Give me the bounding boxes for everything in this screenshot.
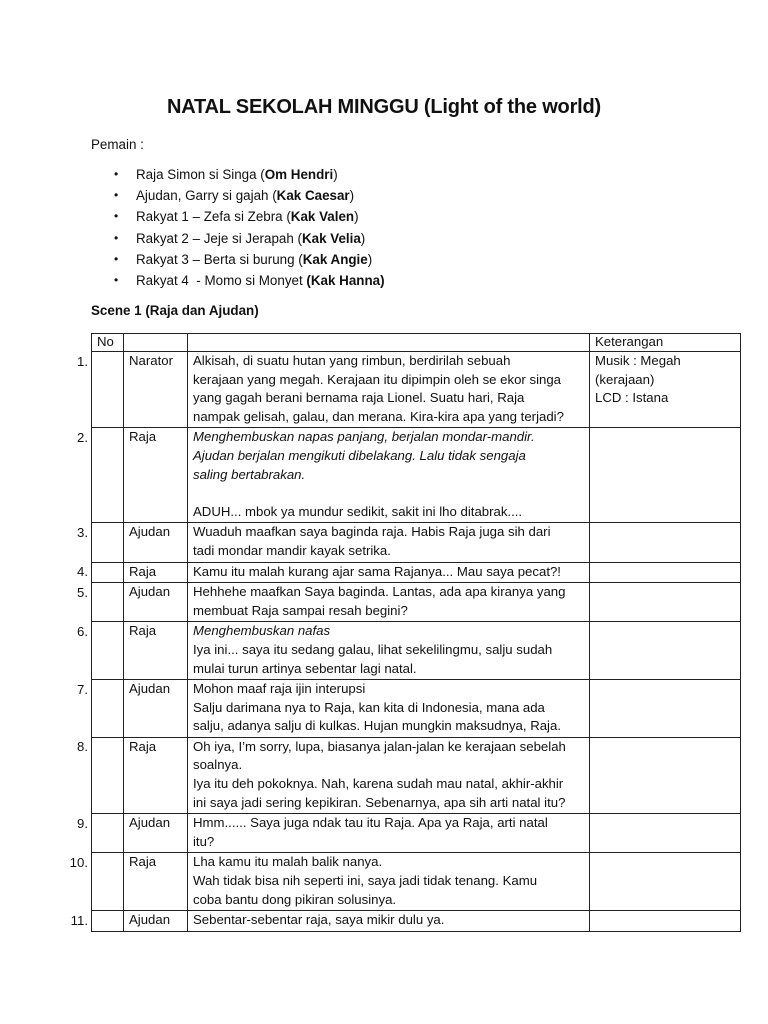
dialog-line: Kamu itu malah kurang ajar sama Rajanya... Mau saya pecat?! (193, 563, 561, 579)
row-number: 9. (77, 815, 88, 831)
row-number: 1. (77, 353, 88, 369)
dialog-line: Sebentar-sebentar raja, saya mikir dulu ya. (193, 912, 445, 928)
speaker-cell: Ajudan (124, 583, 188, 622)
keterangan-line: LCD : Istana (595, 390, 669, 406)
cast-close: ) (360, 230, 366, 246)
cast-item (114, 206, 385, 227)
header-dialog (188, 334, 590, 352)
table-row (92, 428, 741, 523)
dialog-line: ini saya jadi sering kepikiran. Sebenarnya, apa sih arti natal itu? (193, 794, 566, 810)
dialog-line: Mohon maaf raja ijin interupsi (193, 681, 366, 697)
cast-actor: Kak Velia (301, 230, 361, 246)
dialog-line: Hmm...... Saya juga ndak tau itu Raja. Apa ya Raja, arti natal (193, 815, 548, 831)
table-row (92, 523, 741, 562)
dialog-cell (188, 523, 590, 562)
row-number: 7. (77, 681, 88, 697)
row-no-cell (92, 523, 124, 562)
table-row (92, 352, 741, 428)
cast-close: ) (333, 167, 338, 182)
row-no-cell (92, 562, 124, 583)
dialog-line: Hehhehe maafkan Saya baginda. Lantas, ada apa kiranya yang (193, 584, 566, 600)
bullet-icon: • (114, 167, 119, 181)
dialog-cell (188, 853, 590, 911)
keterangan-cell (590, 814, 741, 853)
dialog-line: Alkisah, di suatu hutan yang rimbun, berdirilah sebuah (193, 353, 511, 368)
speaker-cell: Raja (124, 737, 188, 813)
keterangan-cell (590, 737, 741, 813)
speaker-cell: Raja (124, 622, 188, 680)
dialog-cell (188, 562, 590, 583)
cast-close: ) (367, 251, 373, 267)
keterangan-cell (590, 622, 741, 680)
dialog-line: Iya itu deh pokoknya. Nah, karena sudah mau natal, akhir-akhir (193, 776, 564, 792)
keterangan-cell (590, 853, 741, 911)
keterangan-cell (590, 352, 741, 428)
dialog-line: Menghembuskan napas panjang, berjalan mondar-mandir. (193, 429, 535, 445)
dialog-line: soalnya. (193, 757, 243, 773)
dialog-line: Menghembuskan nafas (193, 623, 331, 639)
cast-label: Pemain : (91, 137, 144, 152)
row-number: 2. (77, 429, 88, 445)
keterangan-line: Musik : Megah (595, 353, 681, 368)
dialog-line: Iya ini... saya itu sedang galau, lihat sekelilingmu, salju sudah (193, 641, 553, 657)
table-row (92, 911, 741, 932)
dialog-line: itu? (193, 833, 215, 849)
row-number: 6. (77, 623, 88, 639)
row-number: 3. (77, 524, 88, 540)
cast-actor: Kak Valen (290, 209, 355, 225)
dialog-line: Ajudan berjalan mengikuti dibelakang. Lalu tidak sengaja (193, 447, 526, 463)
cast-role: Rakyat 4 - Momo si Monyet (136, 272, 307, 288)
row-number: 8. (77, 739, 88, 755)
document-title: NATAL SEKOLAH MINGGU (Light of the world) (167, 96, 601, 118)
table-row (92, 853, 741, 911)
dialog-line: coba bantu dong pikiran solusinya. (193, 891, 397, 907)
script-table (91, 333, 741, 932)
dialog-line: Wuaduh maafkan saya baginda raja. Habis Raja juga sih dari (193, 524, 551, 540)
row-no-cell (92, 583, 124, 622)
keterangan-line: (kerajaan) (595, 371, 655, 387)
table-row (92, 583, 741, 622)
dialog-line: Salju darimana nya to Raja, kan kita di Indonesia, mana ada (193, 699, 545, 715)
table-header-row (92, 334, 741, 352)
cast-actor: Kak Caesar (276, 188, 350, 204)
bullet-icon: • (114, 209, 119, 224)
speaker-cell: Ajudan (124, 680, 188, 738)
dialog-cell (188, 583, 590, 622)
keterangan-cell (590, 583, 741, 622)
table-row (92, 622, 741, 680)
dialog-line: Wah tidak bisa nih seperti ini, saya jadi tidak tenang. Kamu (193, 873, 538, 889)
cast-actor: Kak Angie (302, 251, 368, 267)
keterangan-cell (590, 523, 741, 562)
cast-list (114, 164, 385, 291)
row-no-cell (92, 737, 124, 813)
cast-close: ) (354, 209, 359, 225)
dialog-cell (188, 680, 590, 738)
bullet-icon: • (114, 230, 119, 245)
cast-item (114, 270, 385, 291)
cast-item (114, 164, 385, 185)
dialog-line: salju, adanya salju di kulkas. Hujan mungkin maksudnya, Raja. (193, 718, 561, 734)
dialog-line: membuat Raja sampai resah begini? (193, 602, 408, 618)
speaker-cell: Raja (124, 853, 188, 911)
table-row (92, 737, 741, 813)
script-table-body (92, 352, 741, 932)
row-no-cell (92, 814, 124, 853)
speaker-cell: Ajudan (124, 523, 188, 562)
dialog-line: nampak gelisah, galau, dan merana. Kira-kira apa yang terjadi? (193, 408, 564, 424)
speaker-cell: Ajudan (124, 814, 188, 853)
cast-role: Ajudan, Garry si gajah ( (136, 188, 277, 204)
cast-role: Raja Simon si Singa ( (136, 167, 265, 182)
row-no-cell (92, 428, 124, 523)
table-row (92, 680, 741, 738)
keterangan-cell (590, 680, 741, 738)
keterangan-cell (590, 911, 741, 932)
row-number: 11. (70, 912, 88, 928)
dialog-cell (188, 814, 590, 853)
speaker-cell: Raja (124, 428, 188, 523)
row-no-cell (92, 680, 124, 738)
row-no-cell (92, 853, 124, 911)
keterangan-cell (590, 428, 741, 523)
cast-item (114, 228, 385, 249)
row-number: 5. (77, 584, 88, 600)
keterangan-cell (590, 562, 741, 583)
cast-actor: (Kak Hanna) (306, 272, 385, 288)
table-row (92, 814, 741, 853)
scene-title: Scene 1 (Raja dan Ajudan) (91, 303, 259, 318)
dialog-line: yang gagah berani bernama raja Lionel. Suatu hari, Raja (193, 390, 525, 406)
cast-role: Rakyat 2 – Jeje si Jerapah ( (136, 230, 302, 246)
row-no-cell (92, 352, 124, 428)
dialog-line: kerajaan yang megah. Kerajaan itu dipimpin oleh se ekor singa (193, 371, 562, 387)
dialog-line: ADUH... mbok ya mundur sedikit, sakit ini lho ditabrak.... (193, 503, 523, 519)
cast-actor: Om Hendri (264, 167, 334, 182)
table-row (92, 562, 741, 583)
cast-role: Rakyat 1 – Zefa si Zebra ( (136, 209, 291, 225)
dialog-cell (188, 737, 590, 813)
cast-close: ) (349, 188, 355, 204)
dialog-cell (188, 428, 590, 523)
header-no: No (92, 334, 124, 352)
header-keterangan: Keterangan (590, 334, 741, 352)
cast-item (114, 249, 385, 270)
dialog-line: saling bertabrakan. (193, 466, 306, 482)
speaker-cell: Raja (124, 562, 188, 583)
dialog-cell (188, 622, 590, 680)
dialog-line (193, 484, 585, 503)
speaker-cell: Narator (124, 352, 188, 428)
row-number: 10. (69, 854, 88, 870)
bullet-icon: • (114, 188, 119, 203)
row-number: 4. (77, 564, 88, 580)
cast-item (114, 185, 385, 206)
row-no-cell (92, 622, 124, 680)
dialog-line: mulai turun artinya sebentar lagi natal. (193, 660, 417, 676)
dialog-line: Lha kamu itu malah balik nanya. (193, 854, 383, 870)
dialog-line: Oh iya, I’m sorry, lupa, biasanya jalan-jalan ke kerajaan sebelah (193, 738, 566, 754)
cast-role: Rakyat 3 – Berta si burung ( (136, 251, 303, 267)
bullet-icon: • (114, 272, 119, 287)
row-no-cell (92, 911, 124, 932)
bullet-icon: • (114, 251, 119, 266)
dialog-cell (188, 352, 590, 428)
speaker-cell: Ajudan (124, 911, 188, 932)
header-speaker (124, 334, 188, 352)
dialog-cell (188, 911, 590, 932)
dialog-line: tadi mondar mandir kayak setrika. (193, 542, 391, 558)
